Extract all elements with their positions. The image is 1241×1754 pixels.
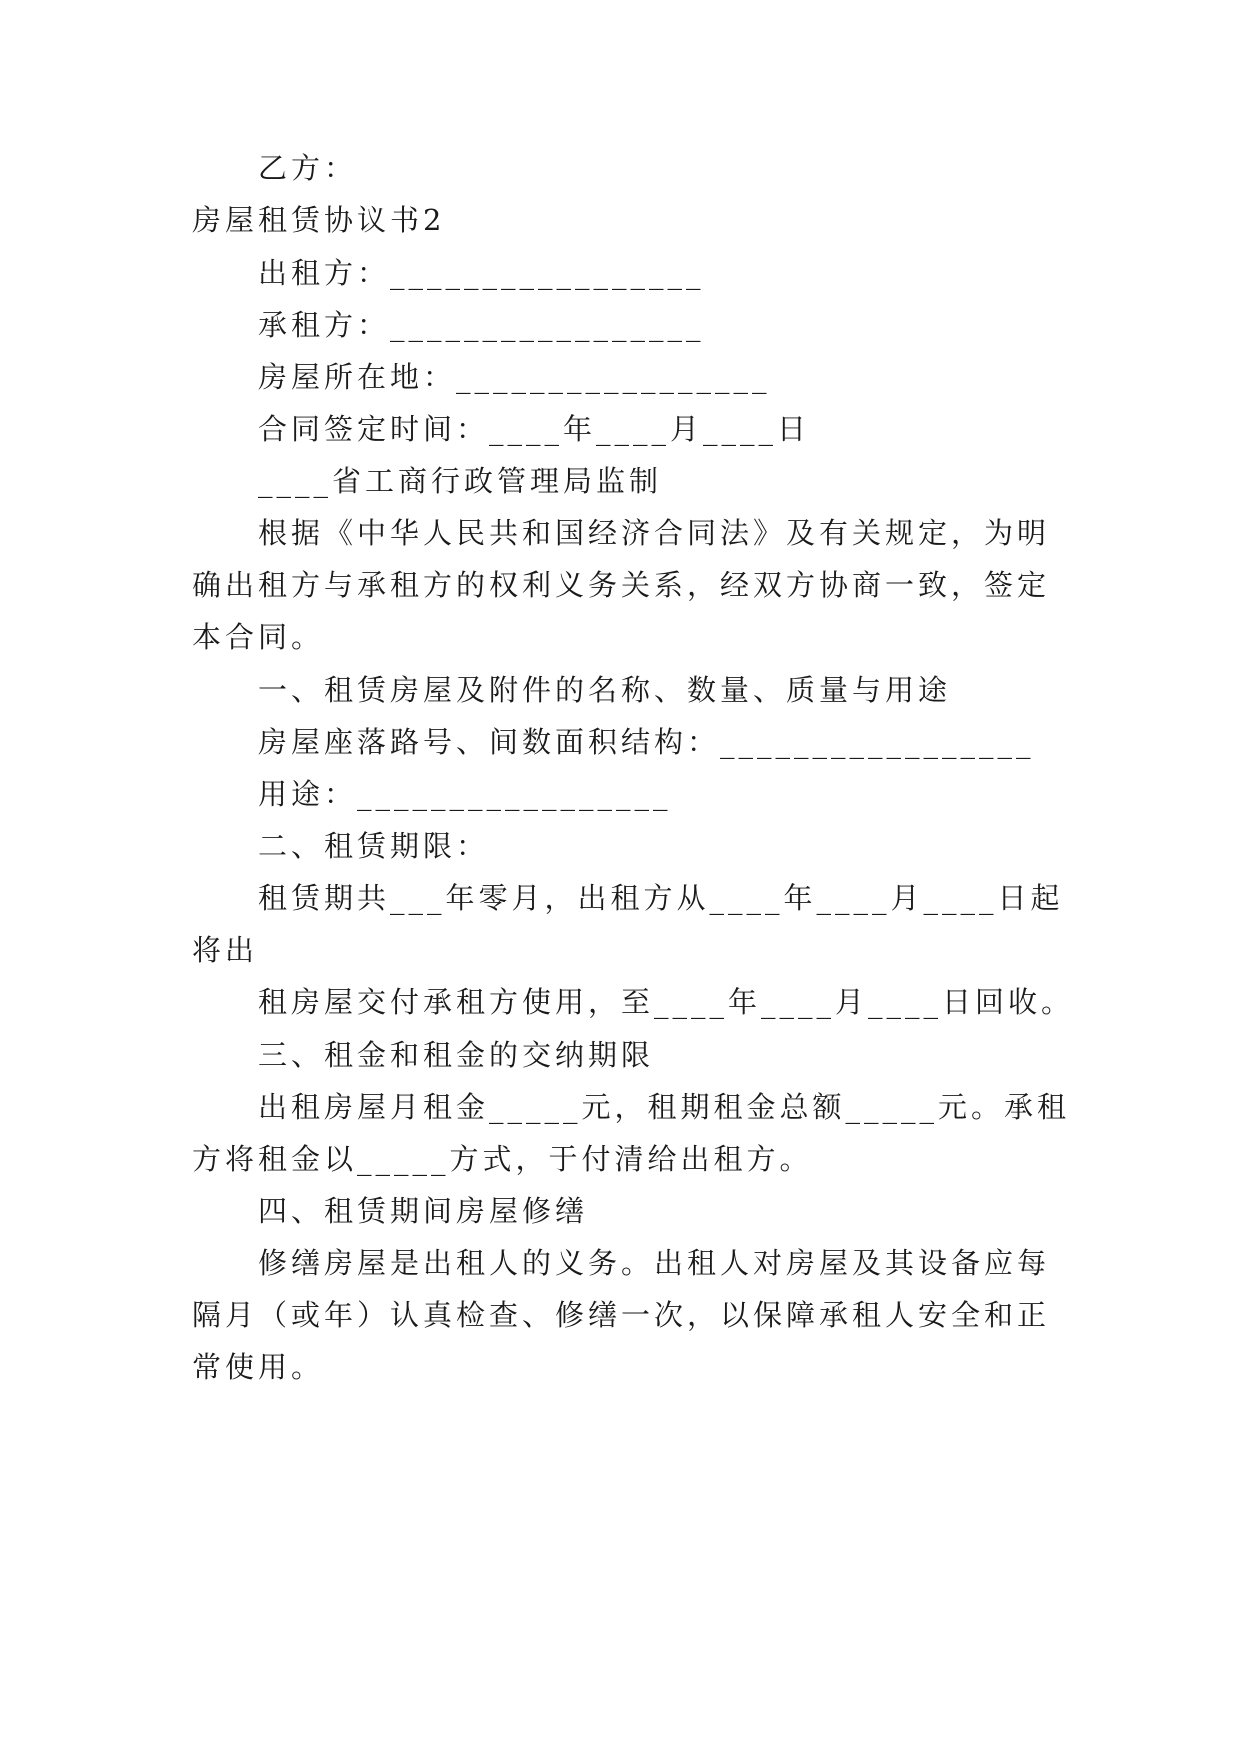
lease-term-line-2: 将出: [192, 933, 259, 967]
house-structure-field: 房屋座落路号、间数面积结构：_________________: [258, 725, 1035, 759]
repair-line-3: 常使用。: [192, 1350, 325, 1384]
repair-line-2: 隔月（或年）认真检查、修缮一次，以保障承租人安全和正: [192, 1298, 1051, 1332]
section-2-heading: 二、租赁期限：: [258, 829, 490, 863]
lease-term-line-3: 租房屋交付承租方使用，至____年____月____日回收。: [258, 985, 1075, 1019]
usage-field: 用途：_________________: [258, 777, 672, 811]
party-b-label: 乙方：: [258, 151, 358, 185]
supervisor-line: ____省工商行政管理局监制: [258, 464, 663, 498]
preamble-line-1: 根据《中华人民共和国经济合同法》及有关规定，为明: [258, 516, 1051, 550]
section-3-heading: 三、租金和租金的交纳期限: [258, 1038, 655, 1072]
document-title: 房屋租赁协议书2: [192, 203, 446, 237]
lessor-field: 出租方：_________________: [258, 256, 705, 290]
rent-line-2: 方将租金以_____方式，于付清给出租方。: [192, 1142, 813, 1176]
contract-date-field: 合同签定时间：____年____月____日: [258, 412, 811, 446]
section-1-heading: 一、租赁房屋及附件的名称、数量、质量与用途: [258, 673, 952, 707]
preamble-line-2: 确出租方与承租方的权利义务关系，经双方协商一致，签定: [192, 568, 1051, 602]
rent-line-1: 出租房屋月租金_____元，租期租金总额_____元。承租: [258, 1090, 1071, 1124]
preamble-line-3: 本合同。: [192, 620, 325, 654]
lessee-field: 承租方：_________________: [258, 308, 705, 342]
house-location-field: 房屋所在地：_________________: [258, 360, 771, 394]
section-4-heading: 四、租赁期间房屋修缮: [258, 1194, 589, 1228]
lease-term-line-1: 租赁期共___年零月，出租方从____年____月____日起: [258, 881, 1064, 915]
repair-line-1: 修缮房屋是出租人的义务。出租人对房屋及其设备应每: [258, 1246, 1051, 1280]
